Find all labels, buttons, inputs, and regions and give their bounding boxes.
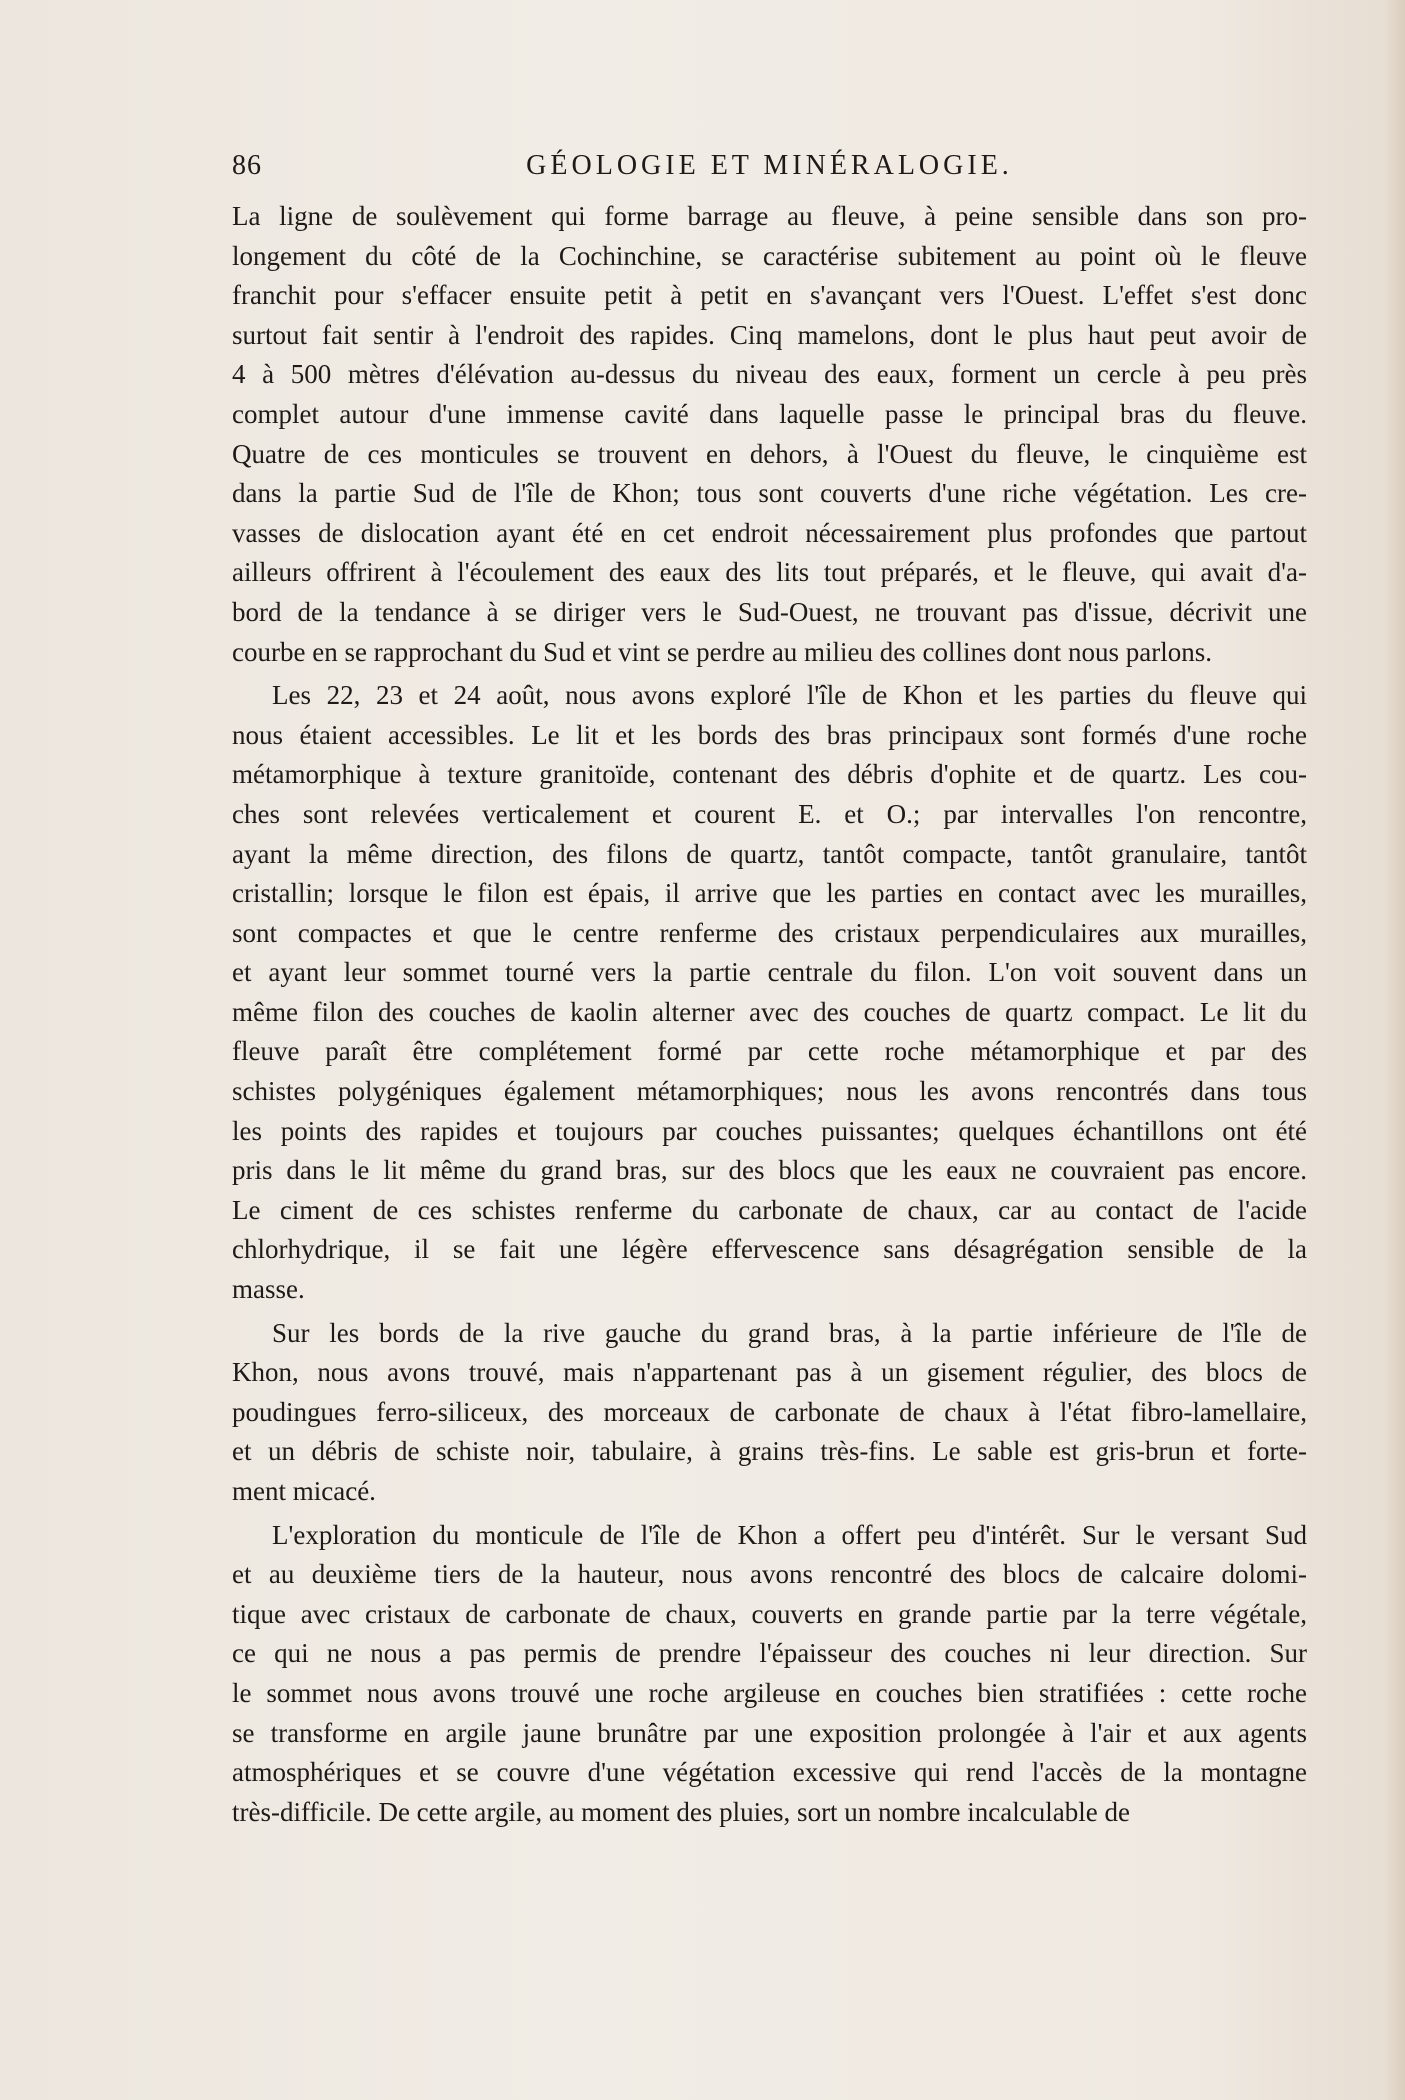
text-line: très-difficile. De cette argile, au moment des pluies, sort un nombre incalculable de (232, 1796, 1130, 1827)
text-line: cristallin; lorsque le filon est épais, il arrive que les parties en contact avec les murailles, (232, 878, 1307, 909)
text-line: se transforme en argile jaune brunâtre par une exposition prolongée à l'air et aux agents (232, 1717, 1307, 1748)
text-line: Les 22, 23 et 24 août, nous avons exploré l'île de Khon et les parties du fleuve qui (272, 680, 1307, 711)
text-line: schistes polygéniques également métamorphiques; nous les avons rencontrés dans tous (232, 1076, 1307, 1107)
text-line: et au deuxième tiers de la hauteur, nous avons rencontré des blocs de calcaire dolomi- (232, 1559, 1307, 1590)
text-line: atmosphériques et se couvre d'une végétation excessive qui rend l'accès de la montagne (232, 1757, 1307, 1788)
text-line: et un débris de schiste noir, tabulaire, à grains très-fins. Le sable est gris-brun et forte- (232, 1436, 1307, 1467)
text-line: dans la partie Sud de l'île de Khon; tous sont couverts d'une riche végétation. Les cre- (232, 478, 1307, 509)
text-line: ce qui ne nous a pas permis de prendre l'épaisseur des couches ni leur direction. Sur (232, 1638, 1307, 1669)
text-line: La ligne de soulèvement qui forme barrage au fleuve, à peine sensible dans son pro- (232, 201, 1307, 231)
text-line: les points des rapides et toujours par couches puissantes; quelques échantillons ont été (232, 1115, 1307, 1146)
text-line: Quatre de ces monticules se trouvent en dehors, à l'Ouest du fleuve, le cinquième est (232, 438, 1307, 469)
text-line: 4 à 500 mètres d'élévation au-dessus du niveau des eaux, forment un cercle à peu près (232, 359, 1307, 390)
page-edge (1383, 0, 1405, 2100)
paragraph (232, 676, 1307, 1310)
text-line: masse. (232, 1274, 305, 1305)
text-line: nous étaient accessibles. Le lit et les bords des bras principaux sont formés d'une roche (232, 719, 1307, 750)
text-line: pris dans le lit même du grand bras, sur des blocs que les eaux ne couvraient pas encore. (232, 1155, 1307, 1186)
page-number: 86 (232, 150, 262, 181)
body-text (232, 197, 1307, 1832)
text-line: tique avec cristaux de carbonate de chaux, couverts en grande partie par la terre végétale, (232, 1598, 1307, 1629)
running-title: GÉOLOGIE ET MINÉRALOGIE. (526, 150, 1013, 181)
text-line: poudingues ferro-siliceux, des morceaux de carbonate de chaux à l'état fibro-lamellaire, (232, 1396, 1307, 1427)
text-line: chlorhydrique, il se fait une légère effervescence sans désagrégation sensible de la (232, 1234, 1307, 1265)
text-line: ailleurs offrirent à l'écoulement des eaux des lits tout préparés, et le fleuve, qui avait d'a- (232, 557, 1307, 588)
text-line: ayant la même direction, des filons de quartz, tantôt compacte, tantôt granulaire, tantôt (232, 838, 1307, 869)
text-line: et ayant leur sommet tourné vers la partie centrale du filon. L'on voit souvent dans un (232, 957, 1307, 988)
paragraph (232, 197, 1307, 672)
paragraph (232, 1516, 1307, 1833)
text-line: complet autour d'une immense cavité dans laquelle passe le principal bras du fleuve. (232, 398, 1307, 429)
text-line: Sur les bords de la rive gauche du grand bras, à la partie inférieure de l'île de (272, 1317, 1307, 1348)
text-line: même filon des couches de kaolin alterner avec des couches de quartz compact. Le lit du (232, 996, 1307, 1027)
text-line: fleuve paraît être complétement formé par cette roche métamorphique et par des (232, 1036, 1307, 1067)
text-line: ches sont relevées verticalement et courent E. et O.; par intervalles l'on rencontre, (232, 798, 1307, 829)
text-line: Le ciment de ces schistes renferme du carbonate de chaux, car au contact de l'acide (232, 1194, 1307, 1225)
text-line: surtout fait sentir à l'endroit des rapides. Cinq mamelons, dont le plus haut peut avoir de (232, 319, 1307, 350)
text-line: longement du côté de la Cochinchine, se caractérise subitement au point où le fleuve (232, 240, 1307, 271)
text-line: vasses de dislocation ayant été en cet endroit nécessairement plus profondes que partout (232, 517, 1307, 548)
page-header (232, 150, 1307, 190)
text-line: sont compactes et que le centre renferme des cristaux perpendiculaires aux murailles, (232, 917, 1307, 948)
text-line: L'exploration du monticule de l'île de Khon a offert peu d'intérêt. Sur le versant Sud (272, 1519, 1307, 1550)
text-line: Khon, nous avons trouvé, mais n'appartenant pas à un gisement régulier, des blocs de (232, 1357, 1307, 1388)
text-line: bord de la tendance à se diriger vers le Sud-Ouest, ne trouvant pas d'issue, décrivit une (232, 596, 1307, 627)
text-line: le sommet nous avons trouvé une roche argileuse en couches bien stratifiées : cette roche (232, 1677, 1307, 1708)
text-line: ment micacé. (232, 1476, 376, 1506)
text-line: métamorphique à texture granitoïde, contenant des débris d'ophite et de quartz. Les cou- (232, 759, 1307, 790)
text-line: franchit pour s'effacer ensuite petit à petit en s'avançant vers l'Ouest. L'effet s'est donc (232, 280, 1307, 311)
text-line: courbe en se rapprochant du Sud et vint se perdre au milieu des collines dont nous parlons. (232, 636, 1213, 667)
paragraph (232, 1314, 1307, 1512)
